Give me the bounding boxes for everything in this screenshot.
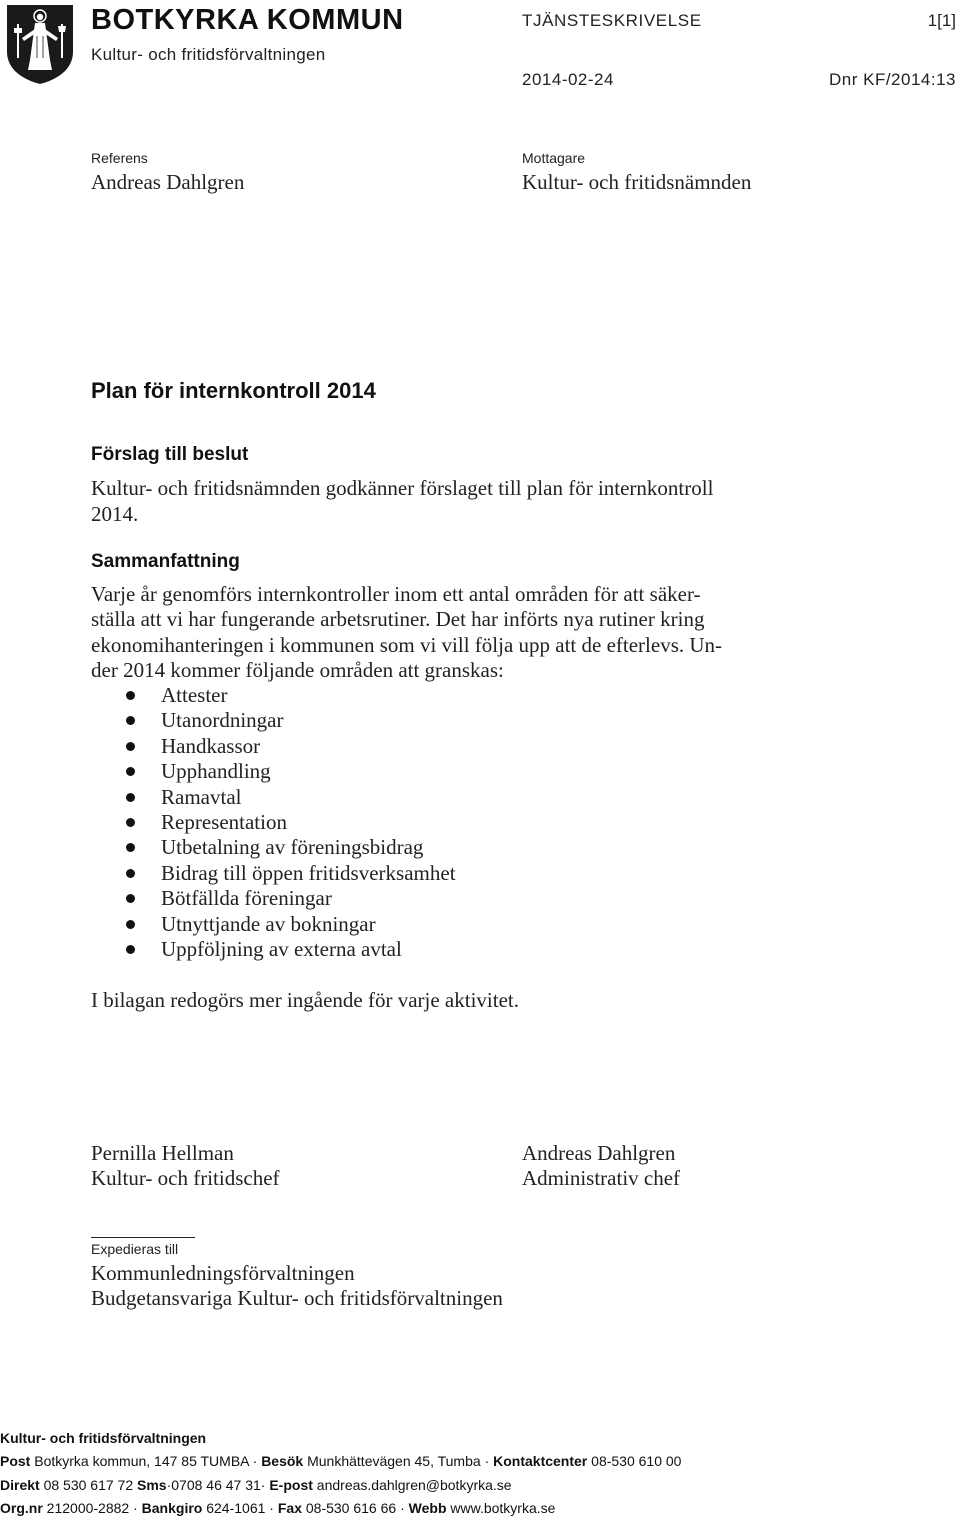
list-item: Ramavtal <box>91 785 456 810</box>
list-item: Representation <box>91 810 456 835</box>
distribution-recipient: Budgetansvariga Kultur- och fritidsförvaltningen <box>91 1286 503 1310</box>
recipient-name: Kultur- och fritidsnämnden <box>522 170 752 194</box>
signatory-name: Pernilla Hellman <box>91 1141 234 1165</box>
bullet-icon <box>126 945 135 954</box>
list-item: Attester <box>91 683 456 708</box>
footer-organization: Kultur- och fritidsförvaltningen <box>0 1430 207 1446</box>
document-type: TJÄNSTESKRIVELSE <box>522 11 702 30</box>
distribution-divider <box>91 1237 195 1238</box>
department-name: Kultur- och fritidsförvaltningen <box>91 45 326 64</box>
list-item: Handkassor <box>91 734 456 759</box>
list-item: Upphandling <box>91 759 456 784</box>
bullet-icon <box>126 920 135 929</box>
bullet-icon <box>126 894 135 903</box>
bullet-icon <box>126 818 135 827</box>
signatory-title: Administrativ chef <box>522 1166 681 1190</box>
list-item: Bötfällda föreningar <box>91 886 456 911</box>
signatory-name: Andreas Dahlgren <box>522 1141 676 1165</box>
email-link[interactable]: andreas.dahlgren@botkyrka.se <box>316 1477 512 1493</box>
distribution-recipient: Kommunledningsförvaltningen <box>91 1261 355 1285</box>
recipient-label: Mottagare <box>522 150 586 166</box>
decision-heading: Förslag till beslut <box>91 444 249 465</box>
summary-text-line: ställa att vi har fungerande arbetsrutiner. Det har införts nya rutiner kring <box>91 607 705 631</box>
summary-heading: Sammanfattning <box>91 551 240 572</box>
list-item: Utanordningar <box>91 708 456 733</box>
reference-name: Andreas Dahlgren <box>91 170 245 194</box>
page-number: 1[1] <box>927 11 956 30</box>
list-item: Uppföljning av externa avtal <box>91 937 456 962</box>
list-item: Utbetalning av föreningsbidrag <box>91 835 456 860</box>
distribution-label: Expedieras till <box>91 1241 179 1257</box>
coat-of-arms-logo <box>4 2 76 86</box>
list-item: Utnyttjande av bokningar <box>91 912 456 937</box>
bullet-icon <box>126 691 135 700</box>
review-areas-list <box>91 683 456 962</box>
decision-text-line: Kultur- och fritidsnämnden godkänner förslaget till plan för internkontroll <box>91 476 714 500</box>
bullet-icon <box>126 869 135 878</box>
bullet-icon <box>126 793 135 802</box>
document-registration-number: Dnr KF/2014:13 <box>828 70 956 89</box>
footer-line-contact: Direkt 08 530 617 72 Sms·0708 46 47 31· E-post andreas.dahlgren@botkyrka.se <box>0 1477 512 1493</box>
organization-name: BOTKYRKA KOMMUN <box>91 4 404 36</box>
decision-text-line: 2014. <box>91 502 139 526</box>
reference-label: Referens <box>91 150 148 166</box>
summary-text-line: Varje år genomförs internkontroller inom ett antal områden för att säker- <box>91 582 701 606</box>
signatory-title: Kultur- och fritidschef <box>91 1166 280 1190</box>
bullet-icon <box>126 742 135 751</box>
summary-closing: I bilagan redogörs mer ingående för varje aktivitet. <box>91 988 519 1012</box>
document-title: Plan för internkontroll 2014 <box>91 378 376 403</box>
bullet-icon <box>126 843 135 852</box>
summary-text-line: der 2014 kommer följande områden att granskas: <box>91 658 504 682</box>
website-link[interactable]: www.botkyrka.se <box>450 1500 556 1516</box>
bullet-icon <box>126 716 135 725</box>
list-item: Bidrag till öppen fritidsverksamhet <box>91 861 456 886</box>
summary-text-line: ekonomihanteringen i kommunen som vi vill följa upp att de efterlevs. Un- <box>91 633 723 657</box>
footer-line-address: Post Botkyrka kommun, 147 85 TUMBA · Besök Munkhättevägen 45, Tumba · Kontaktcenter 08-530 610 00 <box>0 1453 682 1469</box>
bullet-icon <box>126 767 135 776</box>
document-date: 2014-02-24 <box>522 70 614 89</box>
footer-line-registry: Org.nr 212000-2882 · Bankgiro 624-1061 · Fax 08-530 616 66 · Webb www.botkyrka.se <box>0 1500 556 1516</box>
